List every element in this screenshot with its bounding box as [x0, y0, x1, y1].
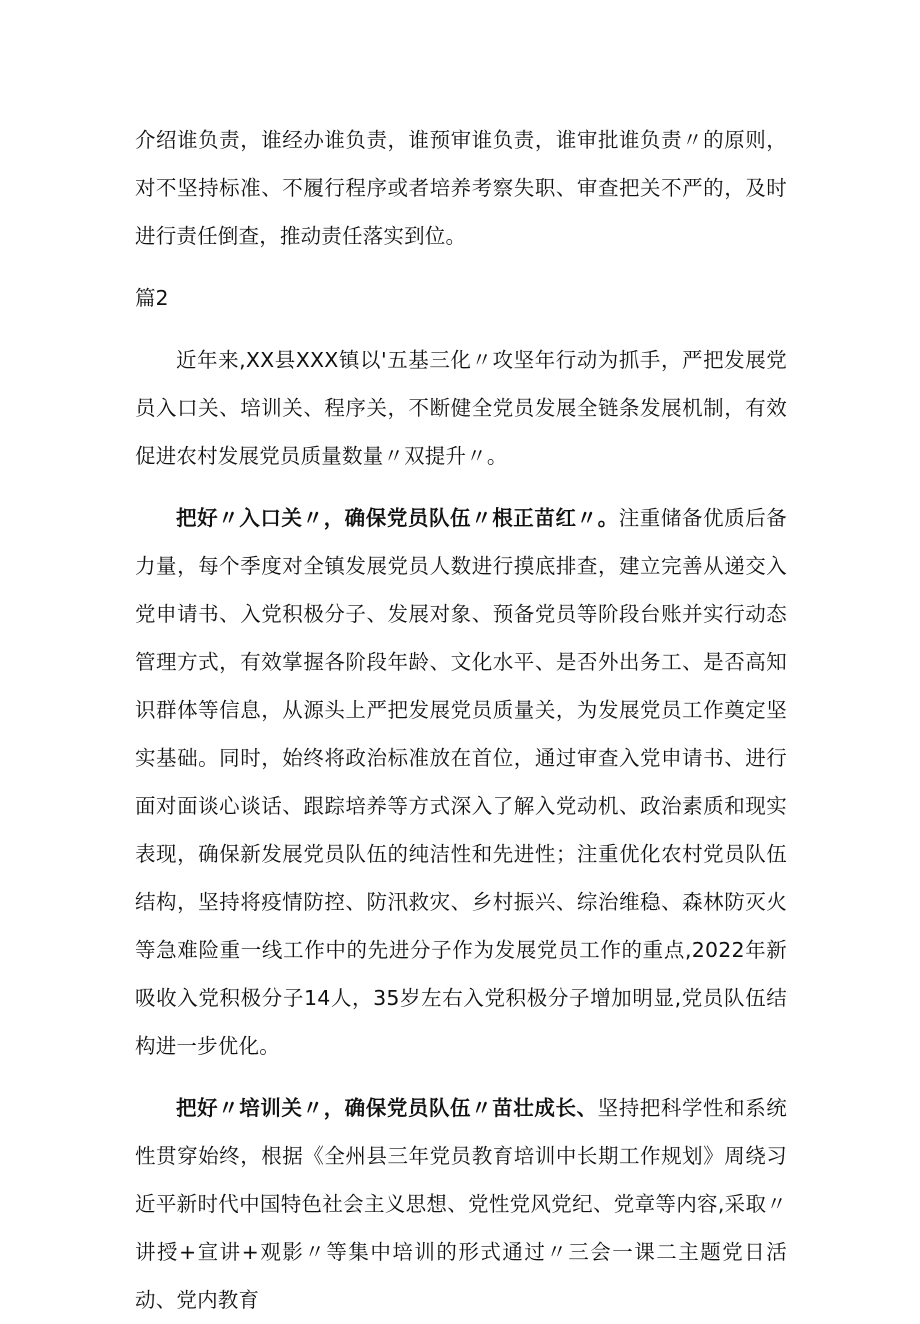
paragraph-training-gate	[135, 1084, 787, 1324]
section-heading: 篇2	[135, 286, 169, 310]
paragraph-gap	[135, 480, 787, 494]
paragraph-gap	[135, 260, 787, 274]
paragraph-lead-heading: 把好〃培训关〃，确保党员队伍〃苗壮成长、	[176, 1096, 598, 1120]
paragraph-body-text: 坚持把科学性和系统性贯穿始终，根据《全州县三年党员教育培训中长期工作规划》周绕习近平新时代中国特色社会主义思想、党性党风党纪、党章等内容,采取〃讲授+宣讲+观影〃等集中培训的形式通过〃三会一课二主题党日活动、党内教育	[135, 1096, 787, 1312]
paragraph-lead-heading: 把好〃入口关〃，确保党员队伍〃根正苗红〃。	[176, 506, 619, 530]
paragraph-gap	[135, 1070, 787, 1084]
paragraph-entry-gate	[135, 494, 787, 1070]
paragraph-intro: 近年来,XX县XXX镇以'五基三化〃攻坚年行动为抓手，严把发展党员入口关、培训关、程序关，不断健全党员发展全链条发展机制，有效促进农村发展党员质量数量〃双提升〃。	[135, 348, 787, 468]
paragraph-gap	[135, 322, 787, 336]
document-page	[135, 116, 787, 1324]
paragraph-continuation: 介绍谁负责，谁经办谁负责，谁预审谁负责，谁审批谁负责〃的原则，对不坚持标准、不履行程序或者培养考察失职、审查把关不严的，及时进行责任倒查，推动责任落实到位。	[135, 128, 787, 248]
paragraph-body-text: 注重储备优质后备力量，每个季度对全镇发展党员人数进行摸底排查，建立完善从递交入党申请书、入党积极分子、发展对象、预备党员等阶段台账并实行动态管理方式，有效掌握各阶段年龄、文化水平、是否外出务工、是否高知识群体等信息，从源头上严把发展党员质量关，为发展党员工作奠定坚实基础。同时，始终将政治标准放在首位，通过审查入党申请书、进行面对面谈心谈话、跟踪培养等方式深入了解入党动机、政治素质和现实表现，确保新发展党员队伍的纯洁性和先进性；注重优化农村党员队伍结构，坚持将疫情防控、防汛救灾、乡村振兴、综治维稳、森林防灭火等急难险重一线工作中的先进分子作为发展党员工作的重点,2022年新吸收入党积极分子14人，35岁左右入党积极分子增加明显,党员队伍结构进一步优化。	[135, 506, 787, 1058]
